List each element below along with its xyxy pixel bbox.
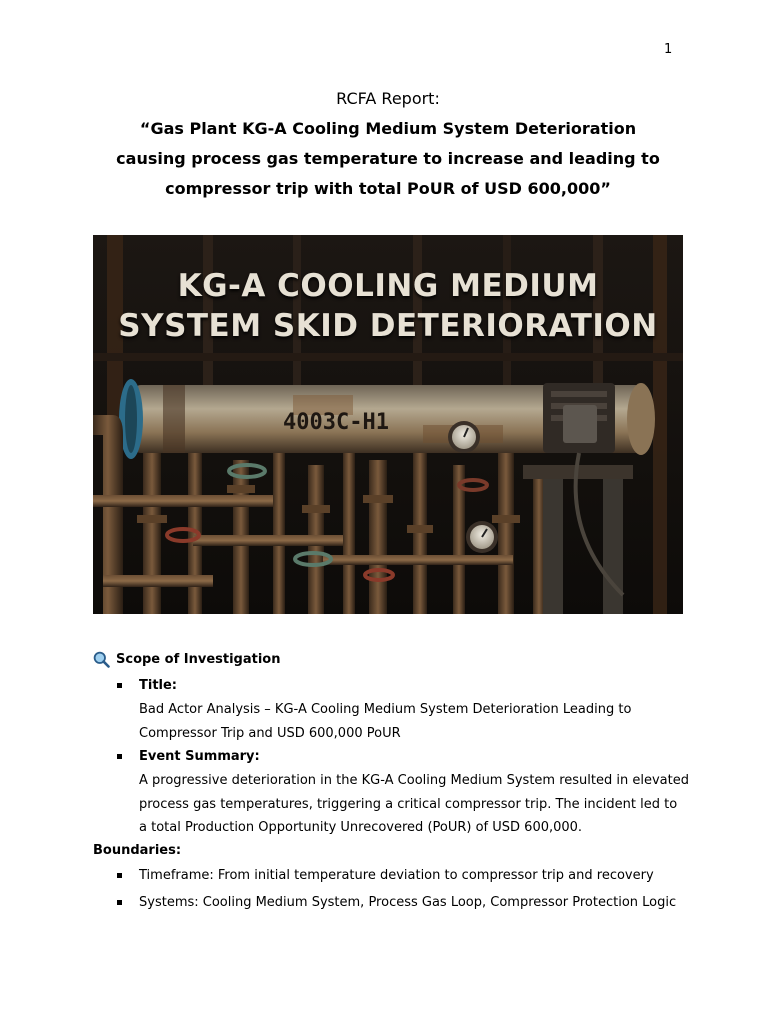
scope-list: [93, 674, 693, 840]
title-label: Title:: [139, 678, 178, 693]
search-icon: [93, 651, 110, 668]
event-summary-line: a total Production Opportunity Unrecovered (PoUR) of USD 600,000.: [139, 820, 583, 835]
hero-image: [93, 235, 683, 614]
scope-heading: [93, 648, 693, 670]
title-text-line: Compressor Trip and USD 600,000 PoUR: [139, 725, 401, 741]
page-number: 1: [664, 42, 673, 57]
report-title-line: “Gas Plant KG-A Cooling Medium System Deterioration: [139, 119, 637, 138]
hero-heading-line: SYSTEM SKID DETERIORATION: [118, 308, 658, 344]
list-item: Timeframe: From initial temperature deviation to compressor trip and recovery: [93, 862, 693, 889]
equipment-tag-text: 4003C-H1: [283, 410, 389, 435]
report-title-line: causing process gas temperature to increase and leading to: [116, 149, 660, 168]
event-summary-label: Event Summary:: [139, 749, 260, 764]
scope-section: [93, 648, 693, 916]
list-item: [93, 745, 693, 840]
report-title-line: compressor trip with total PoUR of USD 600,000”: [165, 179, 611, 198]
report-title-block: [93, 84, 683, 204]
boundaries-label: Boundaries:: [93, 842, 182, 858]
list-item: [93, 674, 693, 745]
list-item: Systems: Cooling Medium System, Process Gas Loop, Compressor Protection Logic: [93, 889, 693, 916]
boundaries-list: [93, 862, 693, 916]
event-summary-line: A progressive deterioration in the KG-A Cooling Medium System resulted in elevated: [139, 773, 689, 788]
report-title: [93, 114, 683, 204]
hero-heading-line: KG-A COOLING MEDIUM: [177, 268, 599, 304]
scope-heading-label: Scope of Investigation: [116, 651, 281, 667]
event-summary-line: process gas temperatures, triggering a critical compressor trip. The incident led to: [139, 796, 678, 812]
title-text-line: Bad Actor Analysis – KG-A Cooling Medium System Deterioration Leading to: [139, 702, 632, 717]
report-label: RCFA Report:: [336, 89, 440, 108]
